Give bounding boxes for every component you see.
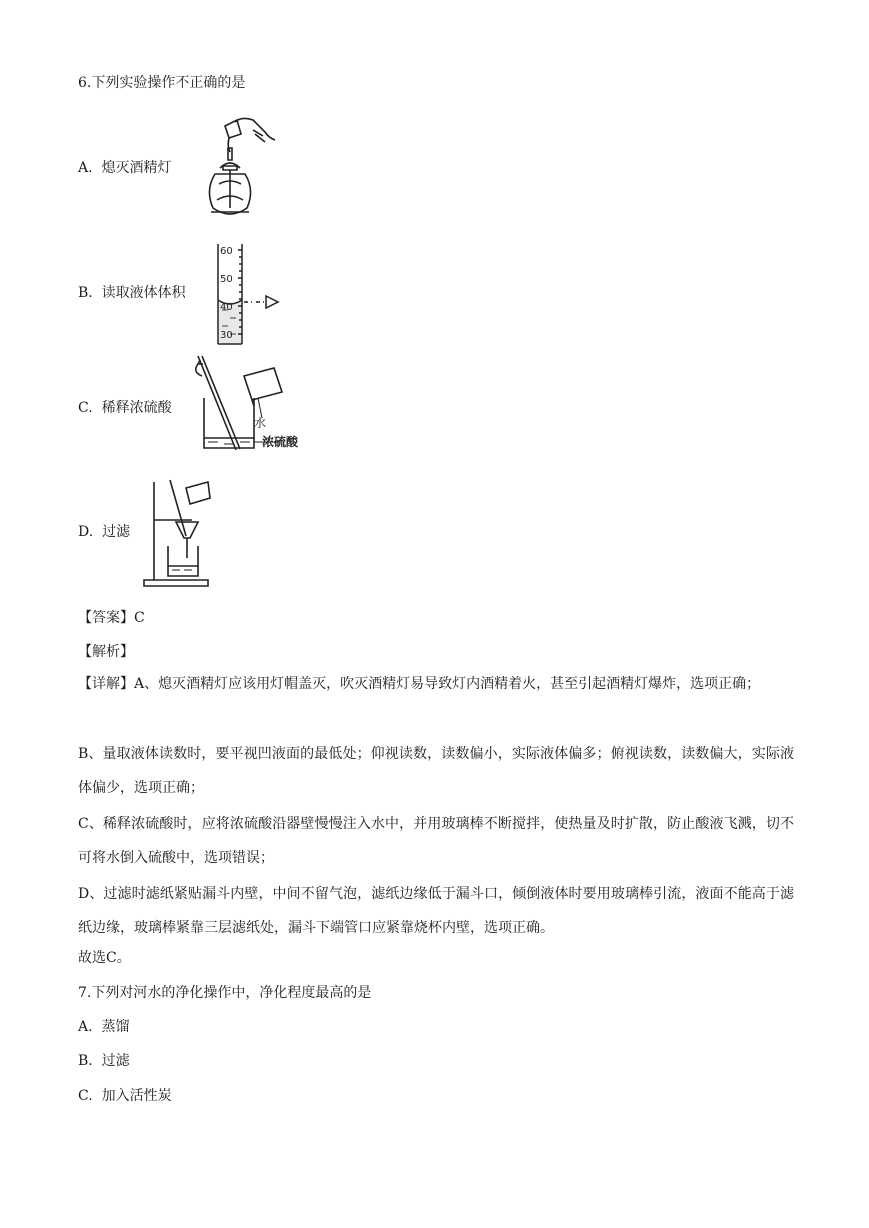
question-7-stem: 7.下列对河水的净化操作中，净化程度最高的是 bbox=[78, 985, 372, 1001]
q7-option-a bbox=[78, 1017, 129, 1037]
option-text: 加入活性炭 bbox=[101, 1088, 172, 1104]
option-b bbox=[78, 283, 186, 303]
analysis-heading: 【解析】 bbox=[78, 644, 134, 660]
option-text: 读取液体体积 bbox=[101, 285, 186, 301]
option-c bbox=[78, 398, 172, 418]
tick-label-60: 60 bbox=[220, 246, 233, 257]
option-text: 蒸馏 bbox=[101, 1019, 130, 1035]
label-conc-sulfuric-acid: 浓硫酸 bbox=[262, 435, 299, 449]
label-water: 水 bbox=[254, 416, 267, 430]
option-letter: C. bbox=[78, 400, 93, 416]
question-6-stem: 6.下列实验操作不正确的是 bbox=[78, 75, 246, 91]
option-text: 稀释浓硫酸 bbox=[101, 400, 172, 416]
option-text: 熄灭酒精灯 bbox=[101, 160, 172, 176]
option-text: 过滤 bbox=[101, 1053, 130, 1069]
figure-graduated-cylinder bbox=[208, 240, 286, 350]
option-letter: B. bbox=[78, 1053, 93, 1069]
conclusion: 故选C。 bbox=[78, 950, 131, 966]
figure-extinguish-alcohol-lamp bbox=[195, 112, 285, 224]
q7-option-c bbox=[78, 1086, 172, 1106]
option-letter: D. bbox=[78, 524, 94, 540]
answer: 【答案】C bbox=[78, 610, 145, 626]
option-d bbox=[78, 522, 130, 542]
detail-c: C、稀释浓硫酸时，应将浓硫酸沿器壁慢慢注入水中，并用玻璃棒不断搅拌，使热量及时扩散，防止酸液飞溅，切不可将水倒入硫酸中，选项错误； bbox=[78, 816, 794, 866]
detail-a: 【详解】A、熄灭酒精灯应该用灯帽盖灭，吹灭酒精灯易导致灯内酒精着火，甚至引起酒精灯爆炸，选项正确； bbox=[78, 676, 761, 692]
detail-b: B、量取液体读数时，要平视凹液面的最低处；仰视读数，读数偏小，实际液体偏多；俯视读数，读数偏大，实际液体偏少，选项正确； bbox=[78, 746, 794, 796]
detail-d: D、过滤时滤纸紧贴漏斗内壁，中间不留气泡，滤纸边缘低于漏斗口，倾倒液体时要用玻璃棒引流，液面不能高于滤纸边缘，玻璃棒紧靠三层滤纸处，漏斗下端管口应紧靠烧杯内壁，选项正确。 bbox=[78, 886, 794, 936]
figure-dilute-sulfuric-acid bbox=[190, 352, 310, 456]
option-text: 过滤 bbox=[102, 524, 131, 540]
tick-label-40: 40 bbox=[220, 302, 233, 313]
q7-option-b bbox=[78, 1051, 130, 1071]
option-letter: B. bbox=[78, 285, 93, 301]
option-letter: A. bbox=[78, 160, 93, 176]
tick-label-30: 30 bbox=[220, 330, 233, 341]
option-letter: C. bbox=[78, 1088, 93, 1104]
tick-label-50: 50 bbox=[220, 274, 233, 285]
option-a bbox=[78, 158, 171, 178]
figure-filtration bbox=[138, 476, 218, 590]
option-letter: A. bbox=[78, 1019, 93, 1035]
